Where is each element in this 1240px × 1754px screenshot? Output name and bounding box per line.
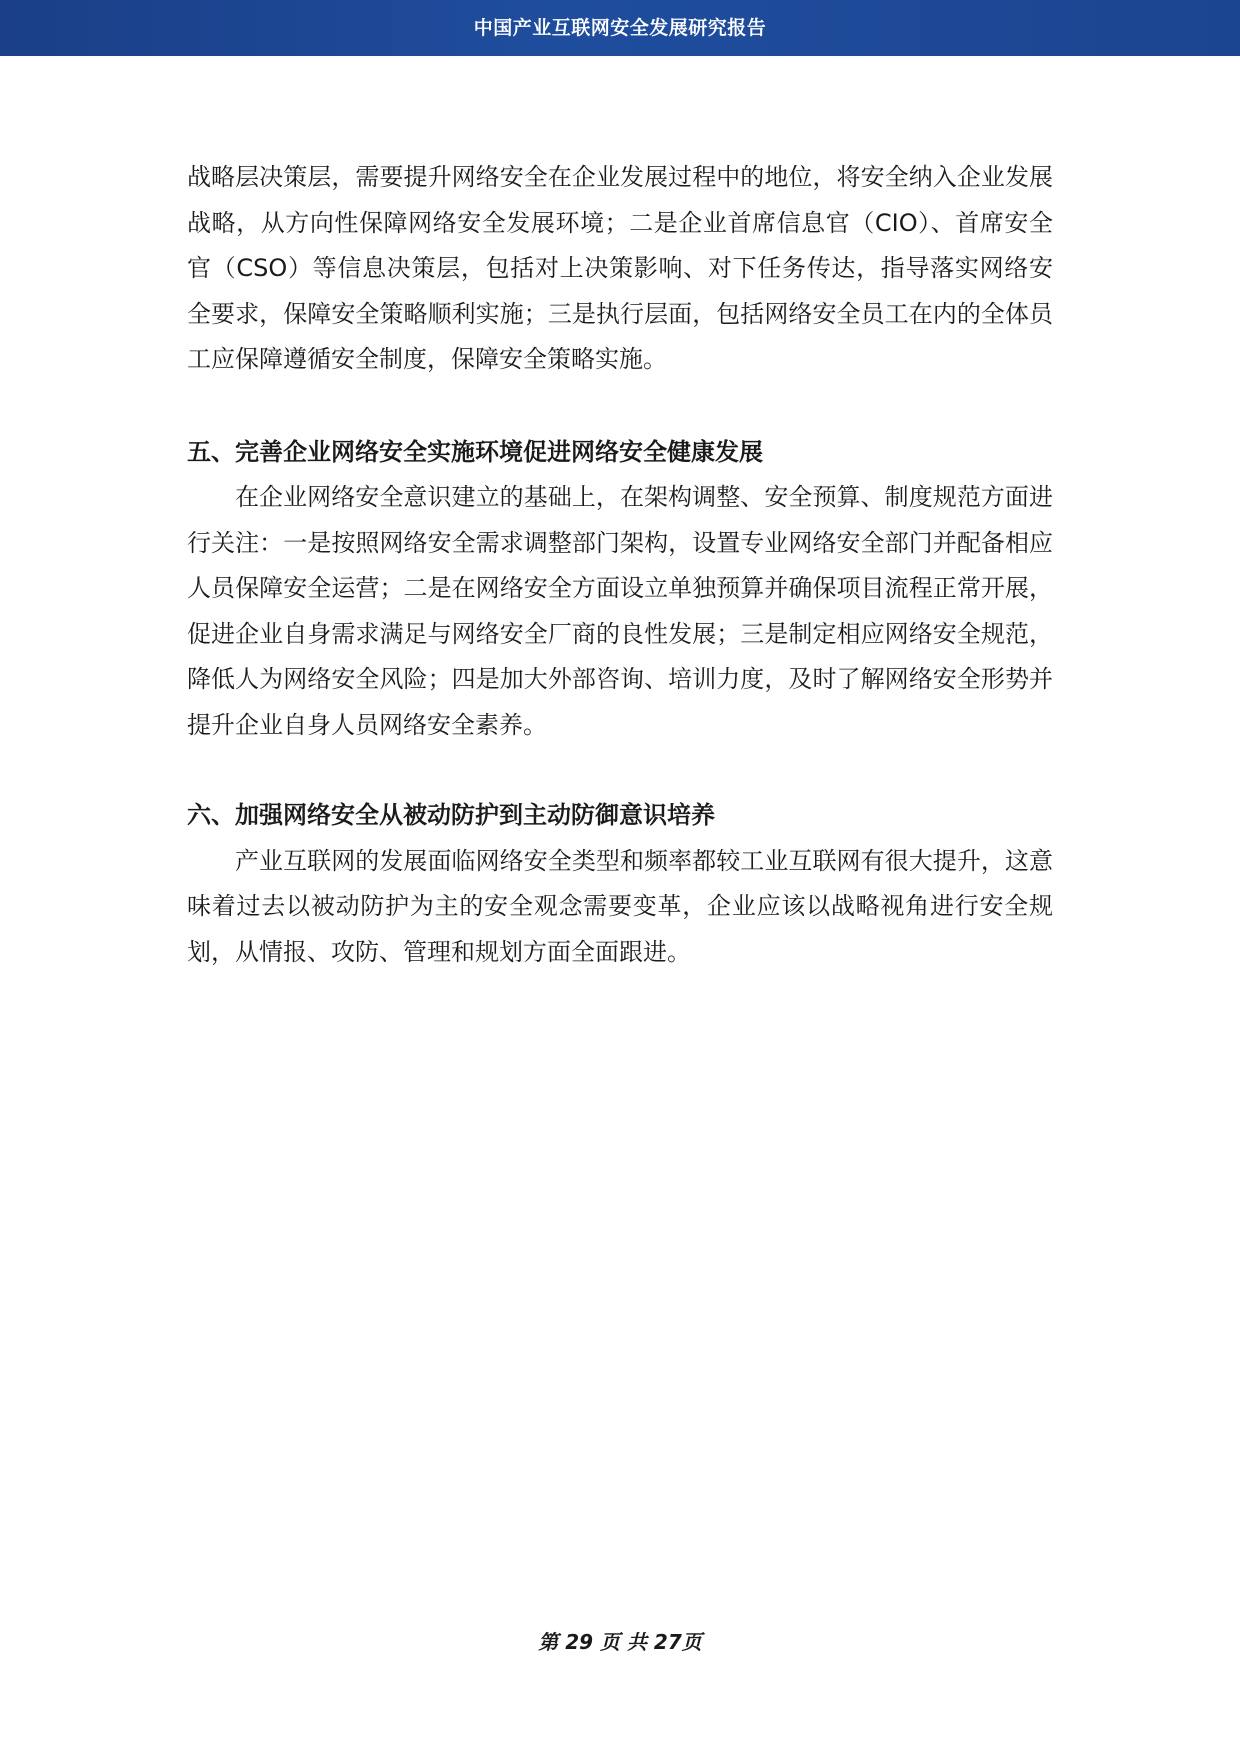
section-5-paragraph: 在企业网络安全意识建立的基础上，在架构调整、安全预算、制度规范方面进行关注：一是按照网络安全需求调整部门架构，设置专业网络安全部门并配备相应人员保障安全运营；二是在网络安全方面设立单独预算并确保项目流程正常开展，促进企业自身需求满足与网络安全厂商的良性发展；三是制定相应网络安全规范，降低人为网络安全风险；四是加大外部咨询、培训力度，及时了解网络安全形势并提升企业自身人员网络安全素养。 [187, 483, 1053, 739]
section-6-heading: 六、加强网络安全从被动防护到主动防御意识培养 [187, 801, 715, 829]
section-spacer [187, 748, 1053, 793]
intro-paragraph: 战略层决策层，需要提升网络安全在企业发展过程中的地位，将安全纳入企业发展战略，从方向性保障网络安全发展环境；二是企业首席信息官（CIO）、首席安全官（CSO）等信息决策层，包括对上决策影响、对下任务传达，指导落实网络安全要求，保障安全策略顺利实施；三是执行层面，包括网络安全员工在内的全体员工应保障遵循安全制度，保障安全策略实施。 [187, 163, 1053, 373]
section-spacer [187, 383, 1053, 430]
section-5-heading: 五、完善企业网络安全实施环境促进网络安全健康发展 [187, 437, 763, 466]
page-number: 第 29 页 共 27页 [538, 1630, 702, 1654]
report-title: 中国产业互联网安全发展研究报告 [473, 17, 767, 39]
document-body [187, 155, 1053, 975]
section-6-paragraph: 产业互联网的发展面临网络安全类型和频率都较工业互联网有很大提升，这意味着过去以被动防护为主的安全观念需要变革，企业应该以战略视角进行安全规划，从情报、攻防、管理和规划方面全面跟进。 [187, 846, 1053, 966]
